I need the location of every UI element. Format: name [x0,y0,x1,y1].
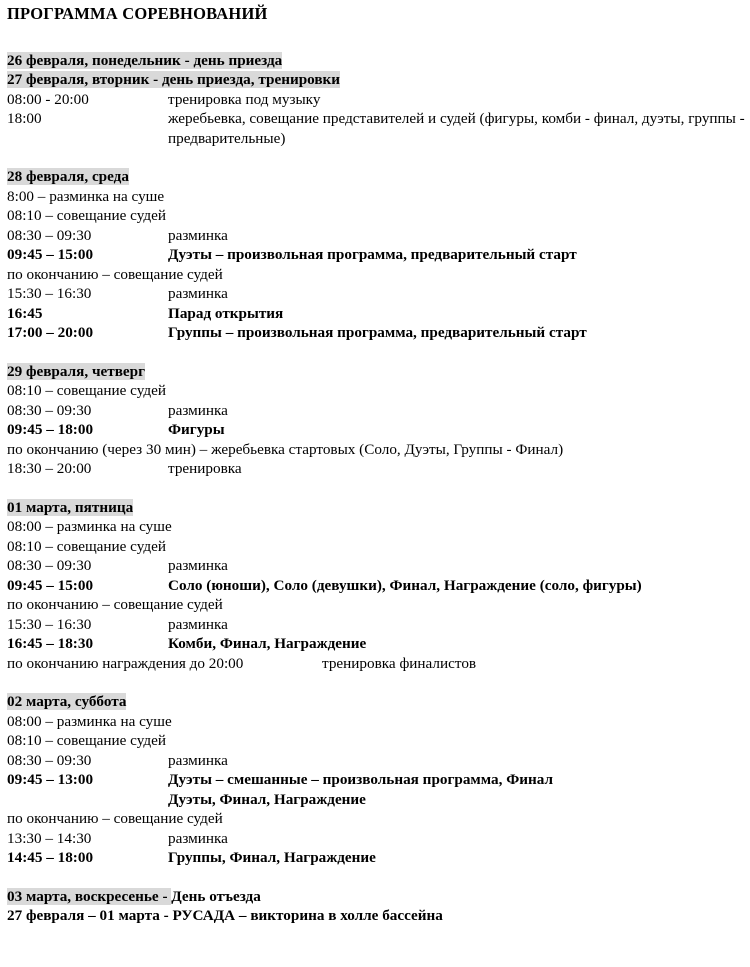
day-header-highlight: 27 февраля, вторник - день приезда, тренировки [7,71,341,89]
schedule-row [7,420,750,440]
row-description: Дуэты – смешанные – произвольная программа, Финал [168,771,553,789]
departure-label: День отъезда [171,887,261,905]
schedule-note: по окончанию – совещание судей [7,596,223,614]
row-time: 09:45 – 18:00 [7,421,94,439]
row-description: жеребьевка, совещание представителей и судей (фигуры, комби - финал, дуэты, группы - предварительные) [168,110,745,147]
row-time: 08:00 - 20:00 [7,90,89,108]
schedule-row [7,459,750,479]
row-description: Комби, Финал, Награждение [168,635,367,653]
schedule-note: 08:10 – совещание судей [7,382,166,400]
schedule-note: по окончанию (через 30 мин) – жеребьевка стартовых (Соло, Дуэты, Группы - Финал) [7,440,564,458]
day-gap [0,673,750,692]
title-spacer [0,25,750,51]
day-header [7,167,750,187]
schedule-row [7,109,750,148]
document-page [0,4,750,967]
schedule-row [7,848,750,868]
row-description: Парад открытия [168,304,284,322]
schedule-note: 08:00 – разминка на суше [7,712,172,730]
day-block [0,692,750,868]
row-time: 16:45 [7,304,43,322]
schedule-row [7,770,750,790]
schedule-row [7,634,750,654]
row-description: тренировка под музыку [168,90,321,108]
day-gap [0,343,750,362]
schedule-note: по окончанию – совещание судей [7,810,223,828]
day-header-27-february [7,70,750,90]
schedule-row [7,245,750,265]
row-time: 08:30 – 09:30 [7,226,92,244]
row-description: разминка [168,829,228,847]
schedule-row [7,751,750,771]
schedule-row [7,576,750,596]
row-time [7,790,168,810]
day-header [7,692,750,712]
row-time: 16:45 – 18:30 [7,635,94,653]
row-description: разминка [168,401,228,419]
day-blocks-container [0,148,750,868]
schedule-note: 08:10 – совещание судей [7,537,166,555]
page-title: ПРОГРАММА СОРЕВНОВАНИЙ [7,4,268,23]
row-description: разминка [168,557,228,575]
day-header-26-february [7,51,750,71]
day-header [7,362,750,382]
day-block [0,167,750,343]
row-description: Группы – произвольная программа, предварительный старт [168,324,587,342]
schedule-row [7,790,750,810]
row-time: 08:30 – 09:30 [7,557,92,575]
schedule-note: 08:00 – разминка на суше [7,518,172,536]
row-time: 08:30 – 09:30 [7,401,92,419]
row-time: 09:45 – 15:00 [7,576,94,594]
row-description: разминка [168,751,228,769]
departure-highlight: 03 марта, воскресенье - [7,887,172,905]
day-block [0,498,750,674]
schedule-row [7,615,750,635]
row-description: разминка [168,285,228,303]
row-description: тренировка [168,460,242,478]
day-header-highlight: 29 февраля, четверг [7,362,145,380]
schedule-row [7,556,750,576]
row-time: 18:00 [7,110,42,128]
row-description: тренировка финалистов [322,654,477,672]
schedule-note: 08:10 – совещание судей [7,732,166,750]
row-description: Группы, Финал, Награждение [168,849,376,867]
day-block [0,362,750,479]
row-time: 15:30 – 16:30 [7,615,92,633]
row-time: 09:45 – 13:00 [7,771,94,789]
schedule-row [7,304,750,324]
schedule-row [7,401,750,421]
row-time: по окончанию награждения до 20:00 [7,654,244,672]
row-description: Фигуры [168,421,225,439]
day-header-highlight: 28 февраля, среда [7,168,129,186]
schedule-row [7,226,750,246]
rusada-line: 27 февраля – 01 марта - РУСАДА – викторина в холле бассейна [7,907,443,925]
row-time: 14:45 – 18:00 [7,849,94,867]
departure-line [7,887,750,907]
row-time: 13:30 – 14:30 [7,829,92,847]
row-time: 18:30 – 20:00 [7,460,92,478]
row-description: разминка [168,615,228,633]
footer-block [0,887,750,926]
schedule-row [7,90,750,110]
day-header-highlight: 02 марта, суббота [7,693,127,711]
schedule-note: 08:10 – совещание судей [7,207,166,225]
schedule-note: 8:00 – разминка на суше [7,187,165,205]
schedule-row [7,654,750,674]
day-header-highlight: 01 марта, пятница [7,498,134,516]
row-time: 09:45 – 15:00 [7,246,94,264]
schedule-row [7,323,750,343]
row-time: 15:30 – 16:30 [7,285,92,303]
row-time: 08:30 – 09:30 [7,751,92,769]
day-block-arrival [0,51,750,149]
schedule-row [7,284,750,304]
day-header [7,498,750,518]
schedule-note: по окончанию – совещание судей [7,265,223,283]
row-description: Дуэты – произвольная программа, предварительный старт [168,246,577,264]
row-description: разминка [168,226,228,244]
schedule-row [7,829,750,849]
day-gap [0,479,750,498]
day-gap [0,148,750,167]
row-description: Дуэты, Финал, Награждение [168,790,366,808]
row-description: Соло (юноши), Соло (девушки), Финал, Награждение (соло, фигуры) [168,576,642,594]
day-header-highlight: 26 февраля, понедельник - день приезда [7,51,283,69]
row-time: 17:00 – 20:00 [7,324,94,342]
